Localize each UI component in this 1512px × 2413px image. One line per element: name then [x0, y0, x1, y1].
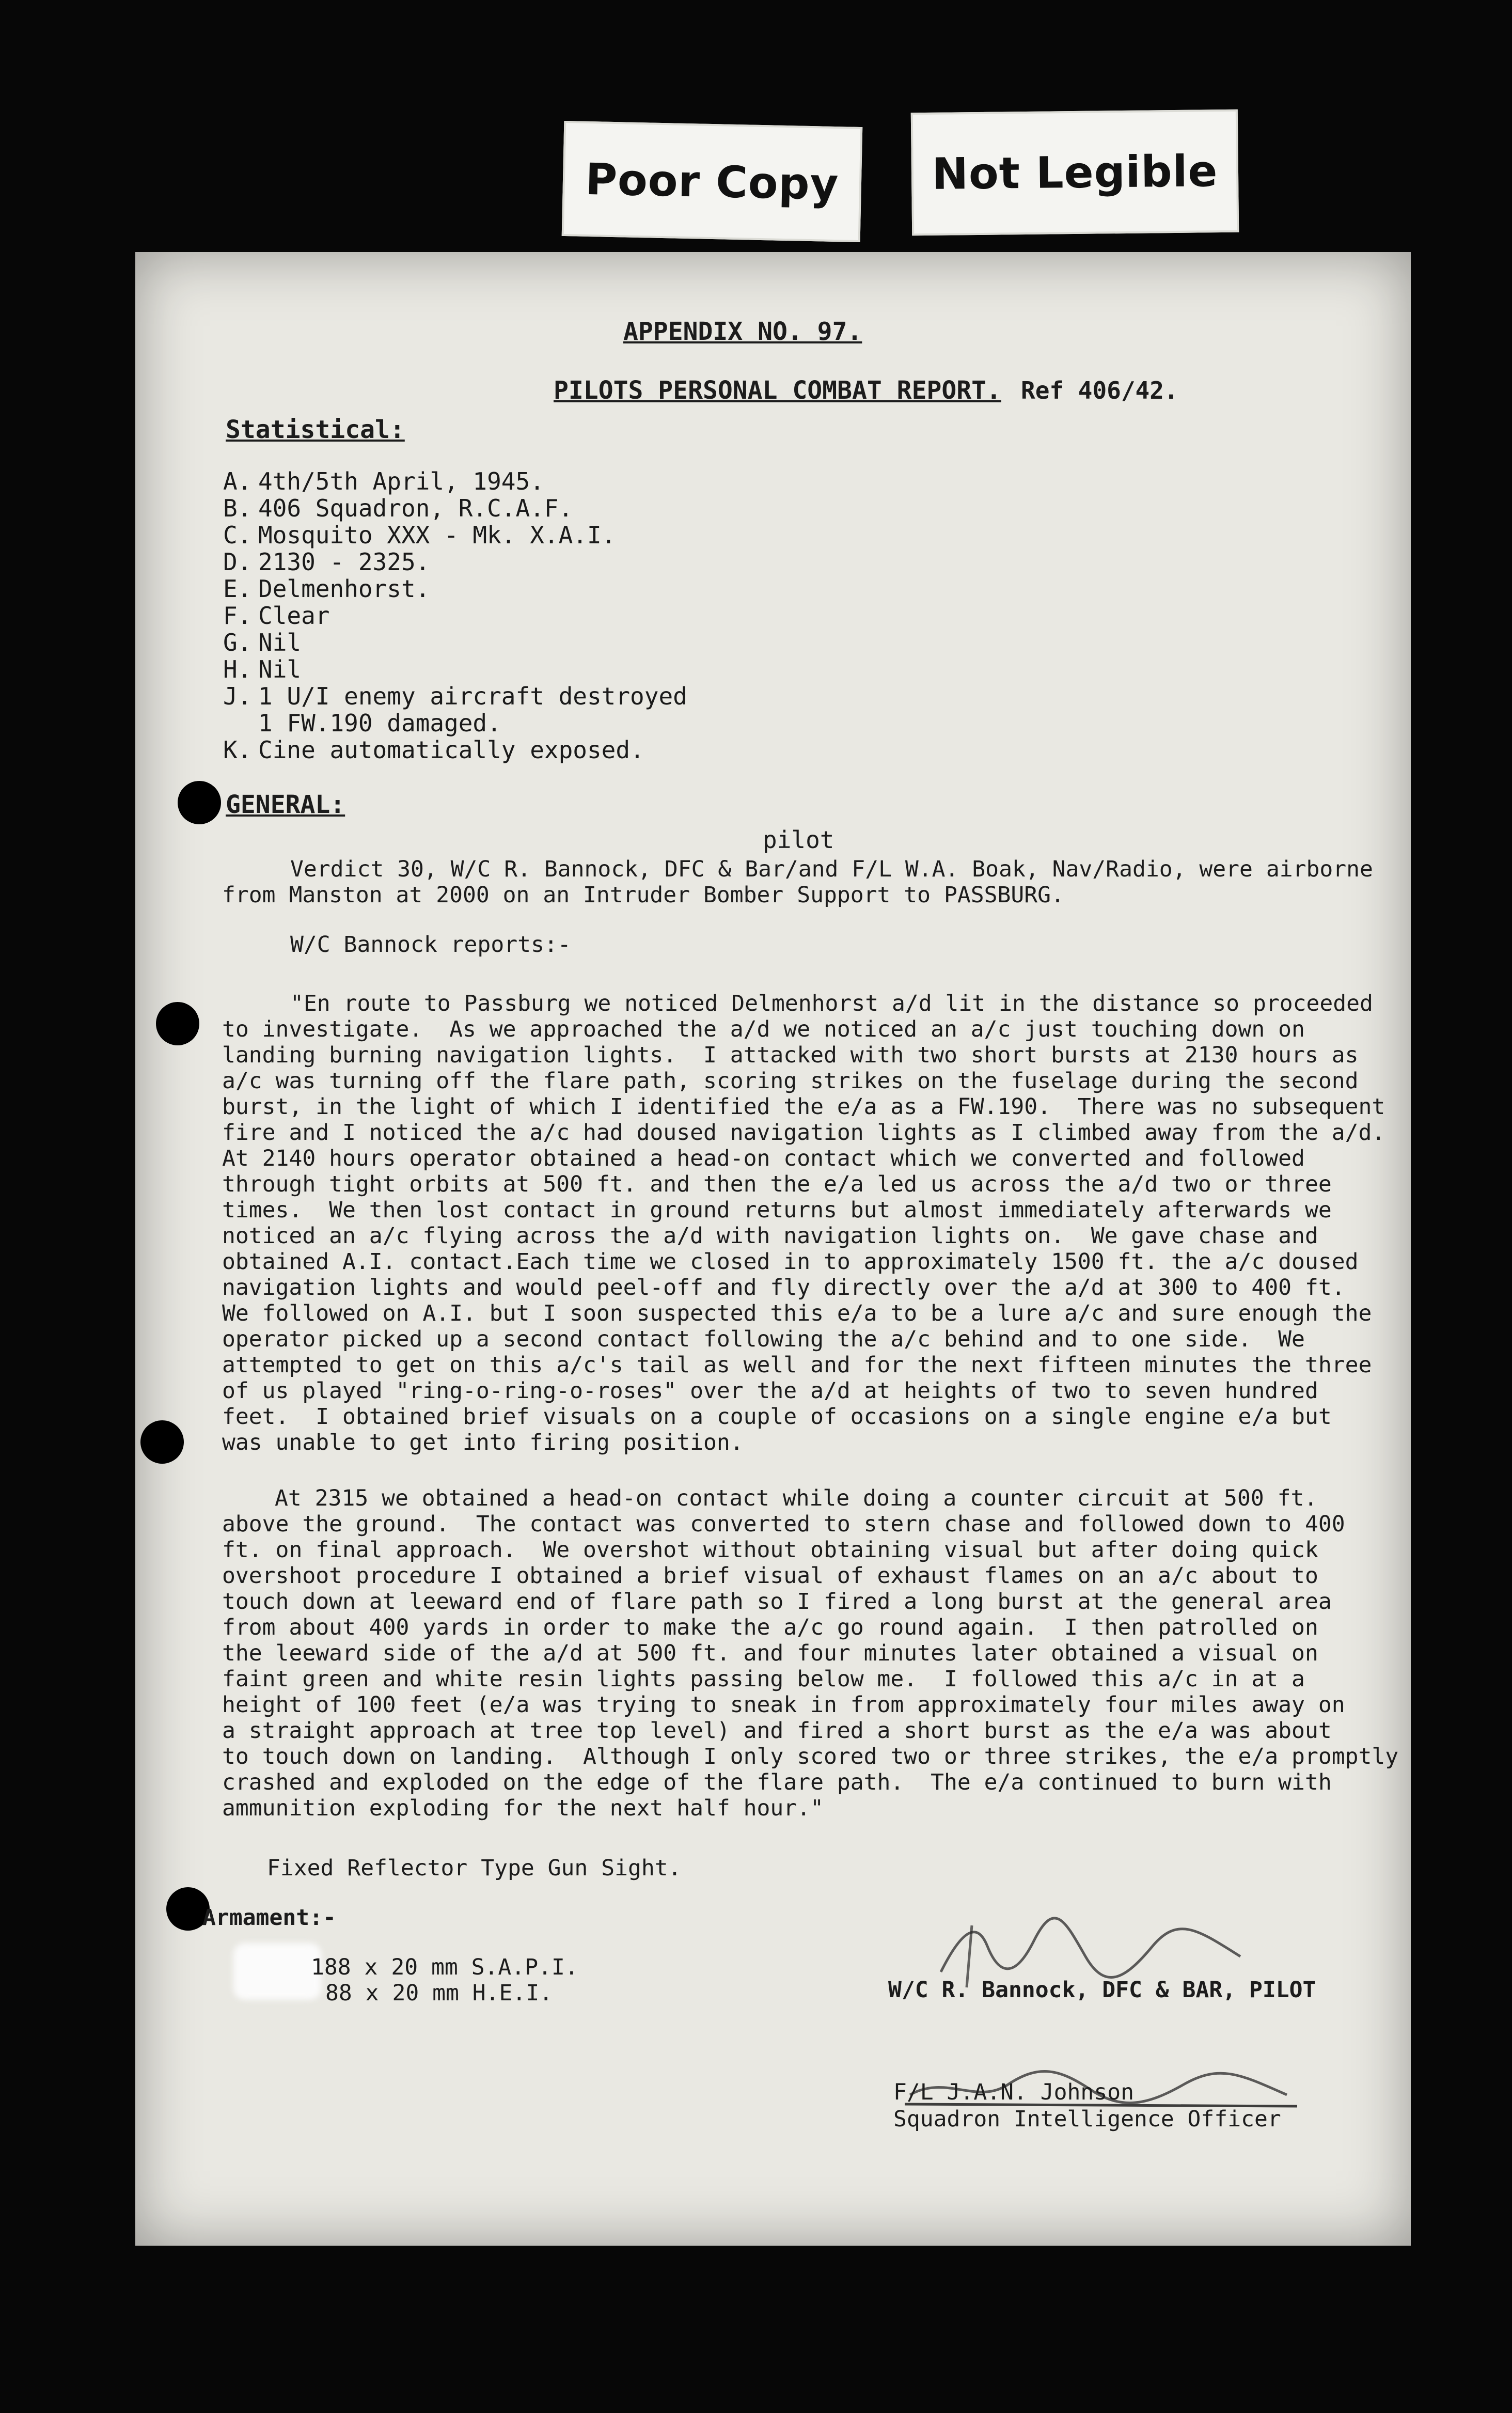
narrative-line: noticed an a/c flying across the a/d with navigation lights on. We gave chase and [222, 1223, 1318, 1249]
narrative-line: At 2315 we obtained a head-on contact while doing a counter circuit at 500 ft. [275, 1485, 1318, 1511]
gun-sight-line: Fixed Reflector Type Gun Sight. [267, 1855, 682, 1881]
stat-value: Cine automatically exposed. [258, 736, 644, 764]
stat-value: 2130 - 2325. [258, 548, 430, 576]
report-title: PILOTS PERSONAL COMBAT REPORT. [554, 376, 1001, 405]
punch-hole [178, 781, 221, 824]
poor-copy-label: Poor Copy [562, 121, 863, 242]
armament-line: 88 x 20 mm H.E.I. [325, 1980, 553, 2006]
statistical-heading: Statistical: [226, 415, 405, 444]
narrative-line: "En route to Passburg we noticed Delmenhorst a/d lit in the distance so proceeded [290, 991, 1373, 1016]
stat-row [223, 656, 301, 683]
armament-line: 188 x 20 mm S.A.P.I. [311, 1954, 578, 1980]
stat-row [223, 629, 301, 656]
reports-line: W/C Bannock reports:- [290, 932, 571, 958]
narrative-line: obtained A.I. contact.Each time we closed in to approximately 1500 ft. the a/c doused [222, 1249, 1359, 1275]
narrative-line: navigation lights and would peel-off and fly directly over the a/d at 300 to 400 ft. [222, 1275, 1345, 1300]
stat-letter: H. [223, 655, 252, 683]
narrative-line: the leeward side of the a/d at 500 ft. and four minutes later obtained a visual on [222, 1640, 1318, 1666]
stat-letter: B. [223, 494, 252, 522]
narrative-line: burst, in the light of which I identified the e/a as a FW.190. There was no subsequent [222, 1094, 1385, 1120]
narrative-line: feet. I obtained brief visuals on a couple of occasions on a single engine e/a but [222, 1404, 1332, 1430]
stat-letter: C. [223, 521, 252, 549]
stat-value: Nil [258, 629, 302, 656]
narrative-line: attempted to get on this a/c's tail as well and for the next fifteen minutes the three [222, 1352, 1372, 1378]
narrative-line: of us played "ring-o-ring-o-roses" over the a/d at heights of two to seven hundred [222, 1378, 1318, 1404]
stat-row [223, 468, 544, 495]
general-paragraph-line: from Manston at 2000 on an Intruder Bomber Support to PASSBURG. [222, 882, 1064, 908]
stat-letter: K. [223, 736, 252, 764]
stat-row [223, 683, 687, 710]
narrative-line: through tight orbits at 500 ft. and then the e/a led us across the a/d two or three [222, 1171, 1332, 1197]
officer-name: F/L J.A.N. Johnson [893, 2079, 1134, 2105]
stat-value: 406 Squadron, R.C.A.F. [258, 494, 573, 522]
stat-value: 1 U/I enemy aircraft destroyed [258, 682, 687, 710]
narrative-line: operator picked up a second contact following the a/c behind and to one side. We [222, 1326, 1305, 1352]
appendix-number: APPENDIX NO. 97. [623, 317, 862, 346]
narrative-line: ft. on final approach. We overshot without obtaining visual but after doing quick [222, 1537, 1318, 1563]
stat-letter: G. [223, 629, 252, 656]
officer-title: Squadron Intelligence Officer [893, 2106, 1281, 2132]
narrative-line: from about 400 yards in order to make the a/c go round again. I then patrolled on [222, 1615, 1318, 1640]
narrative-line: We followed on A.I. but I soon suspected this e/a to be a lure a/c and sure enough the [222, 1300, 1372, 1326]
narrative-line: times. We then lost contact in ground returns but almost immediately afterwards we [222, 1197, 1332, 1223]
not-legible-label: Not Legible [911, 109, 1239, 236]
armament-heading: Armament:- [202, 1905, 336, 1931]
narrative-line: to investigate. As we approached the a/d we noticed an a/c just touching down on [222, 1016, 1305, 1042]
stat-value: 1 FW.190 damaged. [258, 709, 501, 737]
general-paragraph-line: Verdict 30, W/C R. Bannock, DFC & Bar/and F/L W.A. Boak, Nav/Radio, were airborne [290, 856, 1373, 882]
document-page [135, 252, 1411, 2246]
stat-letter: J. [223, 682, 252, 710]
punch-hole [140, 1420, 184, 1464]
narrative-line: touch down at leeward end of flare path so I fired a long burst at the general area [222, 1589, 1332, 1615]
redaction-blot [233, 1943, 321, 2000]
stat-value: Nil [258, 655, 302, 683]
narrative-line: At 2140 hours operator obtained a head-on contact which we converted and followed [222, 1146, 1305, 1171]
narrative-line: a/c was turning off the flare path, scoring strikes on the fuselage during the second [222, 1068, 1359, 1094]
narrative-line: overshoot procedure I obtained a brief visual of exhaust flames on an a/c about to [222, 1563, 1318, 1589]
stat-letter: A. [223, 467, 252, 495]
narrative-line: above the ground. The contact was converted to stern chase and followed down to 400 [222, 1511, 1345, 1537]
stat-row [223, 495, 573, 522]
stat-row [223, 549, 430, 575]
stat-value: 4th/5th April, 1945. [258, 467, 544, 495]
pilot-signature-block: W/C R. Bannock, DFC & BAR, PILOT [888, 1977, 1316, 2003]
stat-row [223, 602, 329, 629]
narrative-line: fire and I noticed the a/c had doused navigation lights as I climbed away from the a/d. [222, 1120, 1385, 1146]
pilot-insertion: pilot [763, 826, 834, 854]
stat-value: Clear [258, 602, 330, 630]
narrative-line: crashed and exploded on the edge of the flare path. The e/a continued to burn with [222, 1769, 1332, 1795]
stat-row [223, 710, 501, 737]
narrative-line: ammunition exploding for the next half hour." [222, 1795, 824, 1821]
narrative-line: to touch down on landing. Although I only scored two or three strikes, the e/a promptly [222, 1744, 1399, 1769]
narrative-line: a straight approach at tree top level) and fired a short burst as the e/a was about [222, 1718, 1332, 1744]
narrative-line: faint green and white resin lights passing below me. I followed this a/c in at a [222, 1666, 1305, 1692]
stat-letter: E. [223, 575, 252, 603]
stat-value: Mosquito XXX - Mk. X.A.I. [258, 521, 616, 549]
report-ref: Ref 406/42. [1021, 377, 1178, 404]
narrative-line: was unable to get into firing position. [222, 1430, 744, 1455]
general-heading: GENERAL: [226, 790, 345, 819]
narrative-line: height of 100 feet (e/a was trying to sneak in from approximately four miles away on [222, 1692, 1345, 1718]
stat-row [223, 575, 430, 602]
stat-row [223, 737, 644, 763]
narrative-line: landing burning navigation lights. I attacked with two short bursts at 2130 hours as [222, 1042, 1359, 1068]
punch-hole [156, 1002, 199, 1045]
stat-value: Delmenhorst. [258, 575, 430, 603]
stat-letter: D. [223, 548, 252, 576]
stat-row [223, 522, 616, 549]
stat-letter: F. [223, 602, 252, 630]
